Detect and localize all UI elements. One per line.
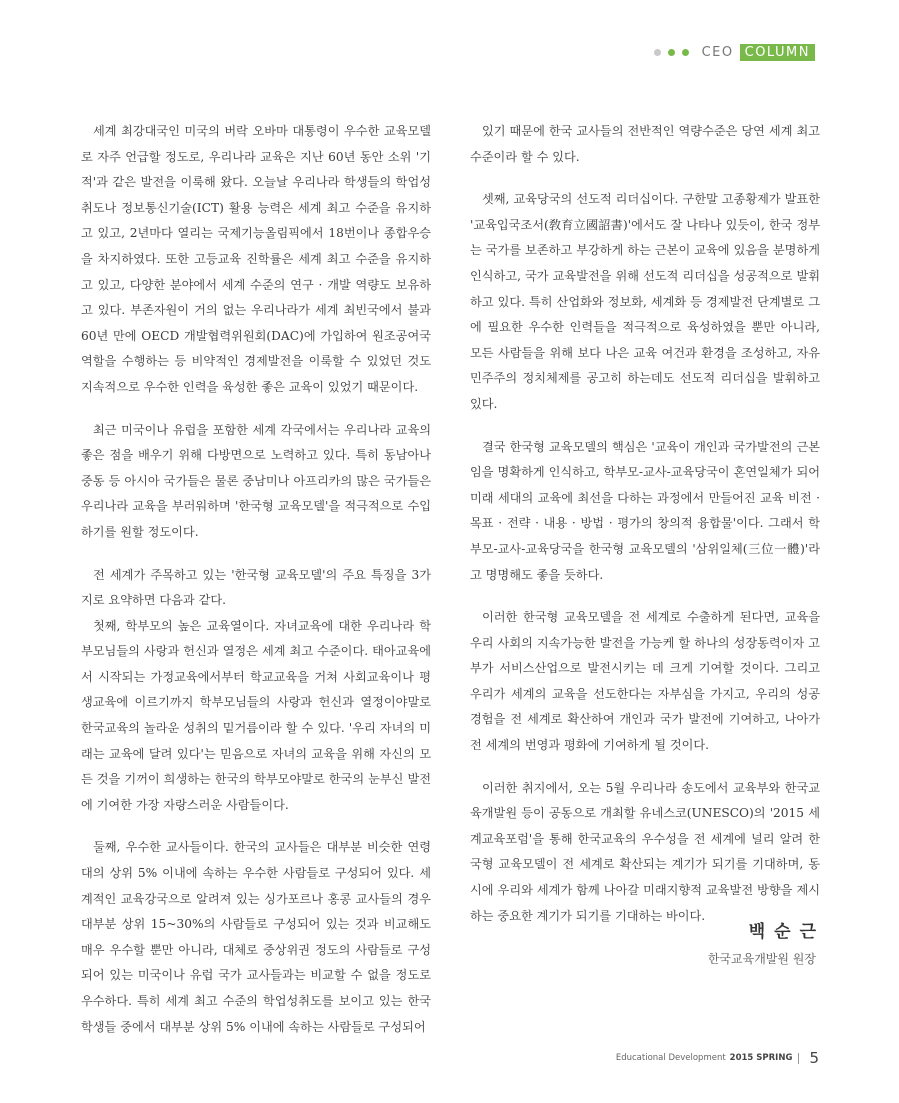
page-number: 5	[809, 1049, 819, 1067]
right-column	[470, 119, 820, 946]
paragraph: 이러한 한국형 교육모델을 전 세계로 수출하게 된다면, 교육을 우리 사회의 지속가능한 발전을 가능케 할 하나의 성장동력이자 고부가 서비스산업으로 발전시키는 데 크게 기여할 것이다. 그리고 우리가 세계의 교육을 선도한다는 자부심을 가지고, 우리의 성공 경험을 전 세계로 확산하여 개인과 국가 발전에 기여하고, 나아가 전 세계의 번영과 평화에 기여하게 될 것이다.	[470, 610, 820, 753]
paragraph: 세계 최강대국인 미국의 버락 오바마 대통령이 우수한 교육모델로 자주 언급할 정도로, 우리나라 교육은 지난 60년 동안 소위 '기적'과 같은 발전을 이룩해 왔다. 오늘날 우리나라 학생들의 학업성취도나 정보통신기술(ICT) 활용 능력은 세계 최고 수준을 유지하고 있고, 2년마다 열리는 국제기능올림픽에서 18번이나 종합우승을 차지하였다. 또한 고등교육 진학률은 세계 최고 수준을 유지하고 있고, 다양한 분야에서 세계 수준의 연구 · 개발 역량도 보유하고 있다. 부존자원이 거의 없는 우리나라가 세계 최빈국에서 불과 60년 만에 OECD 개발협력위원회(DAC)에 가입하여 원조공여국 역할을 수행하는 등 비약적인 경제발전을 이룩할 수 있었던 것도 지속적으로 우수한 인력을 육성한 좋은 교육이 있었기 때문이다.	[81, 124, 431, 394]
paragraph: 결국 한국형 교육모델의 핵심은 '교육이 개인과 국가발전의 근본임을 명확하게 인식하고, 학부모-교사-교육당국이 혼연일체가 되어 미래 세대의 교육에 최선을 다하는 과정에서 만들어진 교육 비전 · 목표 · 전략 · 내용 · 방법 · 평가의 창의적 융합물'이다. 그래서 학부모-교사-교육당국을 한국형 교육모델의 '삼위일체(三位一體)'라고 명명해도 좋을 듯하다.	[470, 439, 820, 582]
page-footer	[616, 1049, 819, 1067]
paragraph: 둘째, 우수한 교사들이다. 한국의 교사들은 대부분 비슷한 연령대의 상위 5% 이내에 속하는 우수한 사람들로 구성되어 있다. 세계적인 교육강국으로 알려져 있는 싱가포르나 홍콩 교사들의 경우 대부분 상위 15~30%의 사람들로 구성되어 있는 것과 비교해도 매우 우수할 뿐만 아니라, 대체로 중상위권 정도의 사람들로 구성되어 있는 미국이나 유럽 국가 교사들과는 비교할 수 없을 정도로 우수하다. 특히 세계 최고 수준의 학업성취도를 보이고 있는 한국 학생들 중에서 대부분 상위 5% 이내에 속하는 사람들로 구성되어	[81, 840, 431, 1034]
author-name: 백순근	[748, 922, 825, 942]
paragraph: 이러한 취지에서, 오는 5월 우리나라 송도에서 교육부와 한국교육개발원 등이 공동으로 개최할 유네스코(UNESCO)의 '2015 세계교육포럼'을 통해 한국교육의 우수성을 전 세계에 널리 알려 한국형 교육모델이 전 세계로 확산되는 계기가 되기를 기대하며, 동시에 우리와 세계가 함께 나아갈 미래지향적 교육발전 방향을 제시하는 중요한 계기가 되기를 기대하는 바이다.	[470, 780, 820, 923]
paragraph: 셋째, 교육당국의 선도적 리더십이다. 구한말 고종황제가 발표한 '교육입국조서(敎育立國詔書)'에서도 잘 나타나 있듯이, 한국 정부는 국가를 보존하고 부강하게 하는 근본이 교육에 있음을 분명하게 인식하고, 국가 교육발전을 위해 선도적 리더십을 성공적으로 발휘하고 있다. 특히 산업화와 정보화, 세계화 등 경제발전 단계별로 그에 필요한 우수한 인력들을 적극적으로 육성하였을 뿐만 아니라, 모든 사람들을 위해 보다 나은 교육 여건과 환경을 조성하고, 자유민주주의 정치체제를 공고히 하는데도 선도적 리더십을 발휘하고 있다.	[470, 192, 820, 411]
footer-divider	[798, 1053, 799, 1064]
paragraph: 전 세계가 주목하고 있는 '한국형 교육모델'의 주요 특징을 3가지로 요약하면 다음과 같다.	[81, 567, 431, 608]
dot-icon	[668, 49, 675, 56]
section-header	[654, 44, 815, 61]
author-title: 한국교육개발원 원장	[707, 952, 816, 966]
paragraph: 있기 때문에 한국 교사들의 전반적인 역량수준은 당연 세계 최고 수준이라 할 수 있다.	[470, 124, 820, 164]
section-label-ceo: CEO	[701, 45, 734, 60]
section-label-column: COLUMN	[740, 44, 815, 61]
left-column	[81, 119, 431, 1057]
paragraph: 첫째, 학부모의 높은 교육열이다. 자녀교육에 대한 우리나라 학부모님들의 사랑과 헌신과 열정은 세계 최고 수준이다. 태아교육에서 시작되는 가정교육에서부터 학교교육을 거쳐 사회교육이나 평생교육에 이르기까지 학부모님들의 사랑과 헌신과 열정이야말로 한국교육의 놀라운 성취의 밑거름이라 할 수 있다. '우리 자녀의 미래는 교육에 달려 있다'는 믿음으로 자녀의 교육을 위해 자신의 모든 것을 기꺼이 희생하는 한국의 학부모야말로 한국의 눈부신 발전에 기여한 가장 자랑스러운 사람들이다.	[81, 618, 431, 812]
journal-name: Educational Development	[615, 1053, 726, 1063]
dot-icon	[654, 49, 661, 56]
paragraph: 최근 미국이나 유럽을 포함한 세계 각국에서는 우리나라 교육의 좋은 점을 배우기 위해 다방면으로 노력하고 있다. 특히 동남아나 중동 등 아시아 국가들은 물론 중남미나 아프리카의 많은 국가들은 우리나라 교육을 부러워하며 '한국형 교육모델'을 적극적으로 수입하기를 원할 정도이다.	[81, 422, 431, 539]
author-signature	[707, 917, 825, 967]
issue-label: 2015 SPRING	[729, 1053, 793, 1063]
dot-icon	[682, 49, 689, 56]
